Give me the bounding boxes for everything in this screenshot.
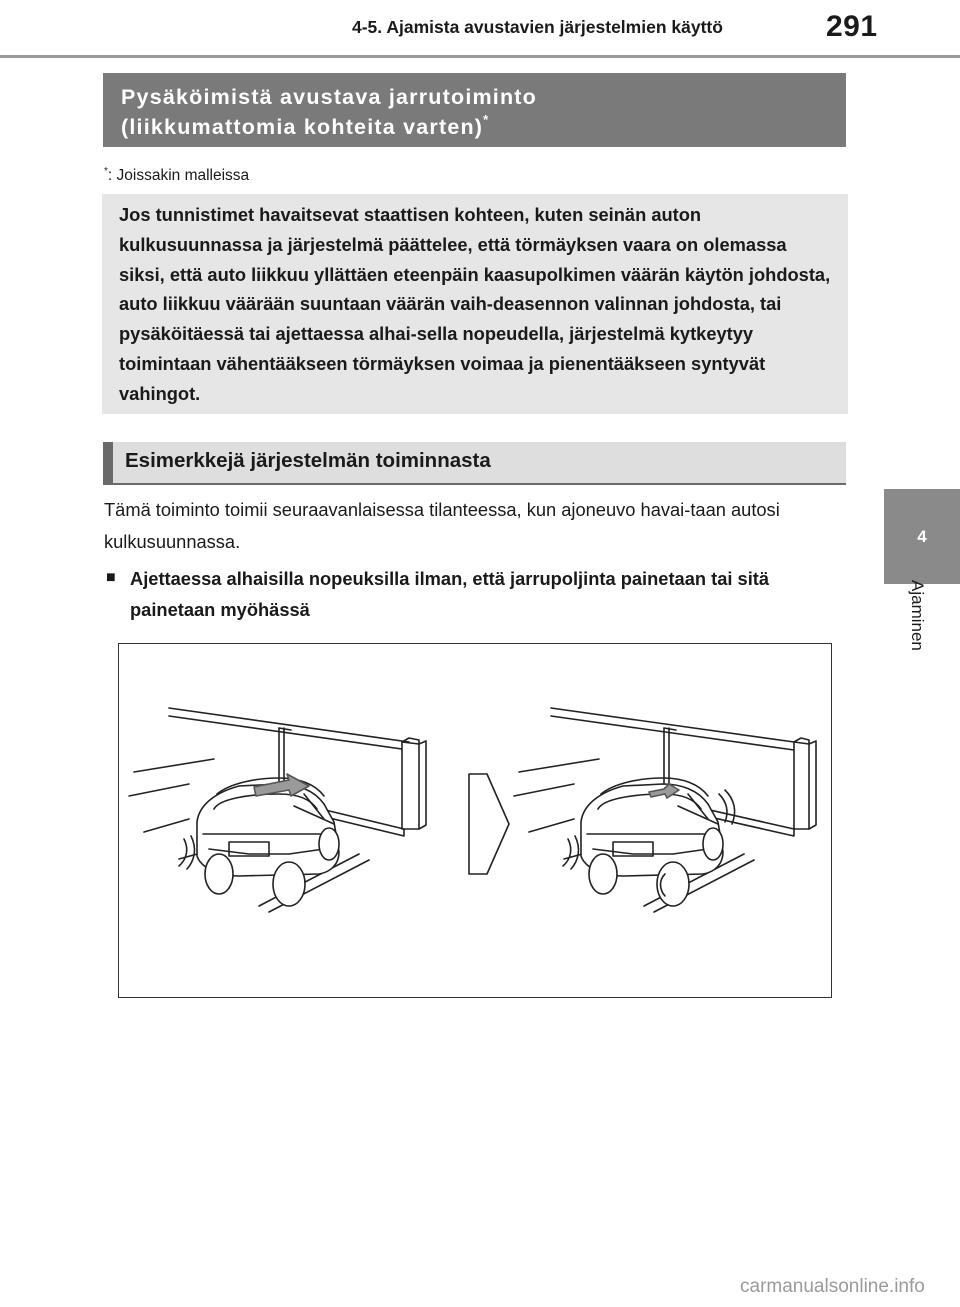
section-heading: Esimerkkejä järjestelmän toiminnasta — [103, 442, 846, 485]
feature-title-line1: Pysäköimistä avustava jarrutoiminto — [121, 85, 538, 109]
feature-title-line2 — [121, 112, 828, 142]
illustration-frame — [118, 643, 832, 998]
intro-text: Jos tunnistimet havaitsevat staattisen kohteen, kuten seinän auton kulkusuunnassa ja järjestelmä päättelee, että törmäyksen vaara on olemassa siksi, että auto liikkuu yllättäen eteenpäin kaasupolkimen väärän käytön johdosta, auto liikkuu väärään suuntaan väärän vaih-deasennon valinnan johdosta, tai pysäköitäessä tai ajettaessa alhai-sella nopeudella, järjestelmä kytkeytyy toimintaan vähentääkseen törmäyksen voimaa ja pienentääkseen syntyvät vahingot. — [119, 204, 831, 404]
feature-title-asterisk: * — [483, 112, 490, 127]
bullet-square-icon: ■ — [106, 569, 116, 586]
bullet-text: Ajettaessa alhaisilla nopeuksilla ilman, että jarrupoljinta painetaan tai sitä painetaan myöhässä — [130, 568, 770, 620]
page-number: 291 — [826, 10, 878, 43]
footnote-text: : Joissakin malleissa — [107, 167, 250, 184]
right-scene — [514, 708, 816, 912]
body-paragraph: Tämä toiminto toimii seuraavanlaisessa tilanteessa, kun ajoneuvo havai-taan autosi kulkusuunnassa. — [104, 499, 780, 552]
feature-title-line2-text: (liikkumattomia kohteita varten) — [121, 115, 484, 139]
parking-brake-illustration — [119, 644, 833, 999]
chapter-label: Ajaminen — [908, 580, 927, 651]
footnote — [104, 167, 249, 185]
chapter-tab — [884, 489, 960, 584]
watermark: carmanualsonline.info — [740, 1276, 925, 1297]
footnote-asterisk: * — [104, 166, 108, 177]
transition-arrow — [469, 774, 509, 874]
intro-box — [102, 194, 848, 414]
feature-title-bar — [103, 73, 846, 147]
header-divider — [0, 55, 960, 58]
header-section-title: 4-5. Ajamista avustavien järjestelmien käyttö — [352, 17, 723, 37]
chapter-number: 4 — [917, 526, 927, 546]
left-scene — [129, 708, 426, 912]
